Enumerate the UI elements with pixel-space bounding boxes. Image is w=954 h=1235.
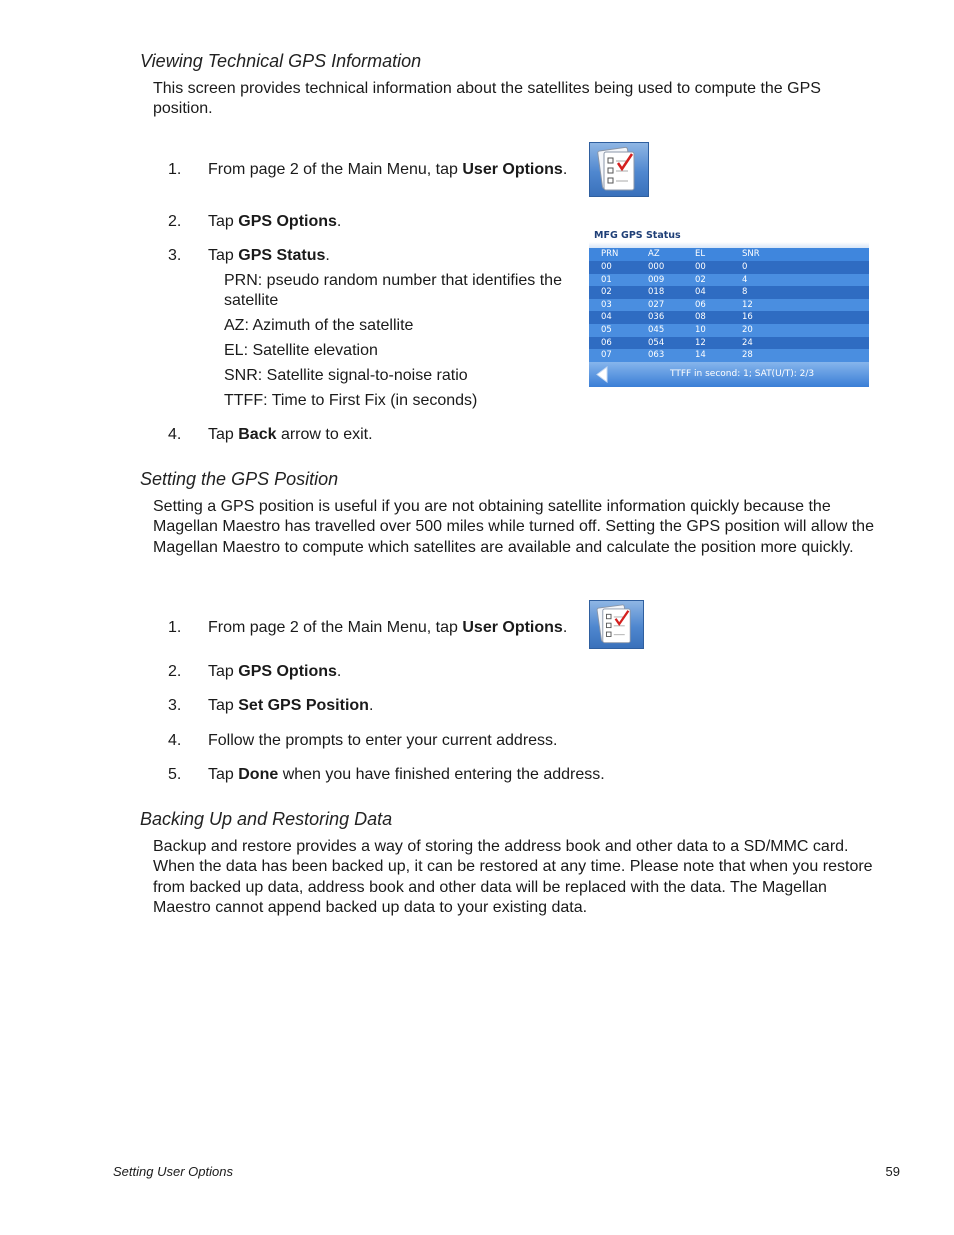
step-1-user-options bbox=[168, 160, 588, 180]
gps-cell-prn: 04 bbox=[601, 312, 612, 323]
gps-cell-az: 045 bbox=[648, 325, 665, 335]
gps-cell-el: 02 bbox=[695, 274, 706, 285]
gps-table-row bbox=[589, 349, 869, 362]
gps-cell-az: 027 bbox=[648, 299, 665, 310]
step-number: 2. bbox=[168, 213, 182, 230]
gps-cell-snr: 16 bbox=[742, 312, 753, 323]
gps-table-row bbox=[589, 337, 869, 350]
gps-cell-prn: 06 bbox=[601, 337, 612, 348]
column-header-el: EL bbox=[695, 249, 706, 259]
section-heading-backup: Backing Up and Restoring Data bbox=[140, 809, 393, 829]
step-2-gps-options bbox=[168, 662, 628, 682]
gps-table-row bbox=[589, 274, 869, 287]
step-text: From page 2 of the Main Menu, tap User Options. bbox=[208, 161, 568, 178]
gps-cell-az: 000 bbox=[648, 262, 665, 272]
step-4-back bbox=[168, 425, 588, 445]
definition-snr: SNR: Satellite signal-to-noise ratio bbox=[224, 367, 468, 384]
gps-table-row bbox=[589, 261, 869, 274]
gps-cell-snr: 28 bbox=[742, 350, 753, 361]
gps-cell-snr: 12 bbox=[742, 299, 753, 310]
step-2-gps-options bbox=[168, 212, 588, 232]
section-heading-gps-position: Setting the GPS Position bbox=[140, 469, 339, 489]
gps-cell-prn: 03 bbox=[601, 299, 612, 310]
footer-chapter-title: Setting User Options bbox=[113, 1164, 233, 1179]
user-options-checklist-icon bbox=[589, 142, 649, 197]
gps-cell-snr: 24 bbox=[742, 337, 753, 348]
step-4-follow-prompts bbox=[168, 731, 668, 751]
section-intro-gps-position: Setting a GPS position is useful if you are not obtaining satellite information quickly because the Magellan Maestro has travelled over 500 miles while turned off. Setting the GPS position will allow the Magellan Maestro to compute which satellites are available and calculate the position more quickly. bbox=[153, 498, 874, 556]
step-text: Tap GPS Options. bbox=[208, 663, 342, 680]
gps-cell-prn: 02 bbox=[601, 287, 612, 298]
step-text: Tap Done when you have finished entering the address. bbox=[208, 766, 605, 783]
gps-cell-az: 063 bbox=[648, 350, 665, 361]
step-text: Tap GPS Options. bbox=[208, 213, 342, 230]
gps-cell-snr: 8 bbox=[742, 287, 748, 298]
definition-prn: PRN: pseudo random number that identifies the satellite bbox=[224, 272, 562, 309]
column-header-snr: SNR bbox=[742, 249, 760, 259]
gps-cell-snr: 20 bbox=[742, 325, 753, 335]
gps-cell-snr: 0 bbox=[742, 262, 748, 272]
gps-cell-el: 14 bbox=[695, 350, 706, 361]
gps-table-row bbox=[589, 324, 869, 337]
gps-cell-el: 04 bbox=[695, 287, 706, 298]
user-options-checklist-icon bbox=[589, 600, 644, 649]
section-heading-gps-info: Viewing Technical GPS Information bbox=[140, 51, 422, 71]
step-3-gps-status bbox=[168, 246, 588, 266]
back-arrow-icon[interactable] bbox=[594, 366, 610, 383]
step-text: Tap Back arrow to exit. bbox=[208, 426, 373, 443]
gps-table-row bbox=[589, 299, 869, 312]
step-1-user-options bbox=[168, 618, 588, 638]
gps-cell-prn: 00 bbox=[601, 262, 612, 272]
page-number: 59 bbox=[885, 1164, 900, 1179]
gps-cell-snr: 4 bbox=[742, 274, 748, 285]
gps-status-bar bbox=[589, 362, 869, 387]
gps-cell-el: 06 bbox=[695, 299, 706, 310]
gps-cell-prn: 05 bbox=[601, 325, 612, 335]
step-text: Tap Set GPS Position. bbox=[208, 697, 374, 714]
definition-ttff: TTFF: Time to First Fix (in seconds) bbox=[224, 392, 478, 409]
gps-cell-az: 009 bbox=[648, 274, 665, 285]
gps-cell-az: 054 bbox=[648, 337, 665, 348]
column-header-prn: PRN bbox=[601, 249, 619, 259]
gps-cell-el: 12 bbox=[695, 337, 706, 348]
step-text: Tap GPS Status. bbox=[208, 247, 330, 264]
gps-cell-el: 00 bbox=[695, 262, 706, 272]
gps-cell-el: 10 bbox=[695, 325, 706, 335]
step-number: 4. bbox=[168, 732, 182, 749]
gps-table-row bbox=[589, 311, 869, 324]
section-intro-gps-info: This screen provides technical information about the satellites being used to compute the GPS position. bbox=[153, 80, 821, 118]
definition-el: EL: Satellite elevation bbox=[224, 342, 378, 359]
section-intro-backup: Backup and restore provides a way of storing the address book and other data to a SD/MMC card. When the data has been backed up, it can be restored at any time. Please note that when you restore from backed up data, address book and other data will be replaced with the data. The Magellan Maestro cannot append backed up data to your existing data. bbox=[153, 838, 873, 916]
step-number: 4. bbox=[168, 426, 182, 443]
gps-cell-prn: 07 bbox=[601, 350, 612, 361]
step-number: 1. bbox=[168, 619, 182, 636]
column-header-az: AZ bbox=[648, 249, 660, 259]
gps-table-row bbox=[589, 286, 869, 299]
gps-column-header-row bbox=[589, 248, 869, 261]
gps-status-title: MFG GPS Status bbox=[594, 230, 681, 241]
step-3-set-gps-position bbox=[168, 696, 628, 716]
gps-cell-az: 036 bbox=[648, 312, 665, 323]
gps-cell-az: 018 bbox=[648, 287, 665, 298]
definition-az: AZ: Azimuth of the satellite bbox=[224, 317, 414, 334]
gps-cell-el: 08 bbox=[695, 312, 706, 323]
gps-cell-prn: 01 bbox=[601, 274, 612, 285]
step-text: From page 2 of the Main Menu, tap User Options. bbox=[208, 619, 568, 636]
step-number: 5. bbox=[168, 766, 182, 783]
step-number: 3. bbox=[168, 247, 182, 264]
gps-status-screenshot bbox=[589, 230, 869, 387]
step-text: Follow the prompts to enter your current address. bbox=[208, 732, 558, 749]
step-5-done bbox=[168, 765, 668, 785]
step-number: 3. bbox=[168, 697, 182, 714]
gps-status-text: TTFF in second: 1; SAT(U/T): 2/3 bbox=[670, 369, 815, 379]
step-number: 2. bbox=[168, 663, 182, 680]
step-number: 1. bbox=[168, 161, 182, 178]
